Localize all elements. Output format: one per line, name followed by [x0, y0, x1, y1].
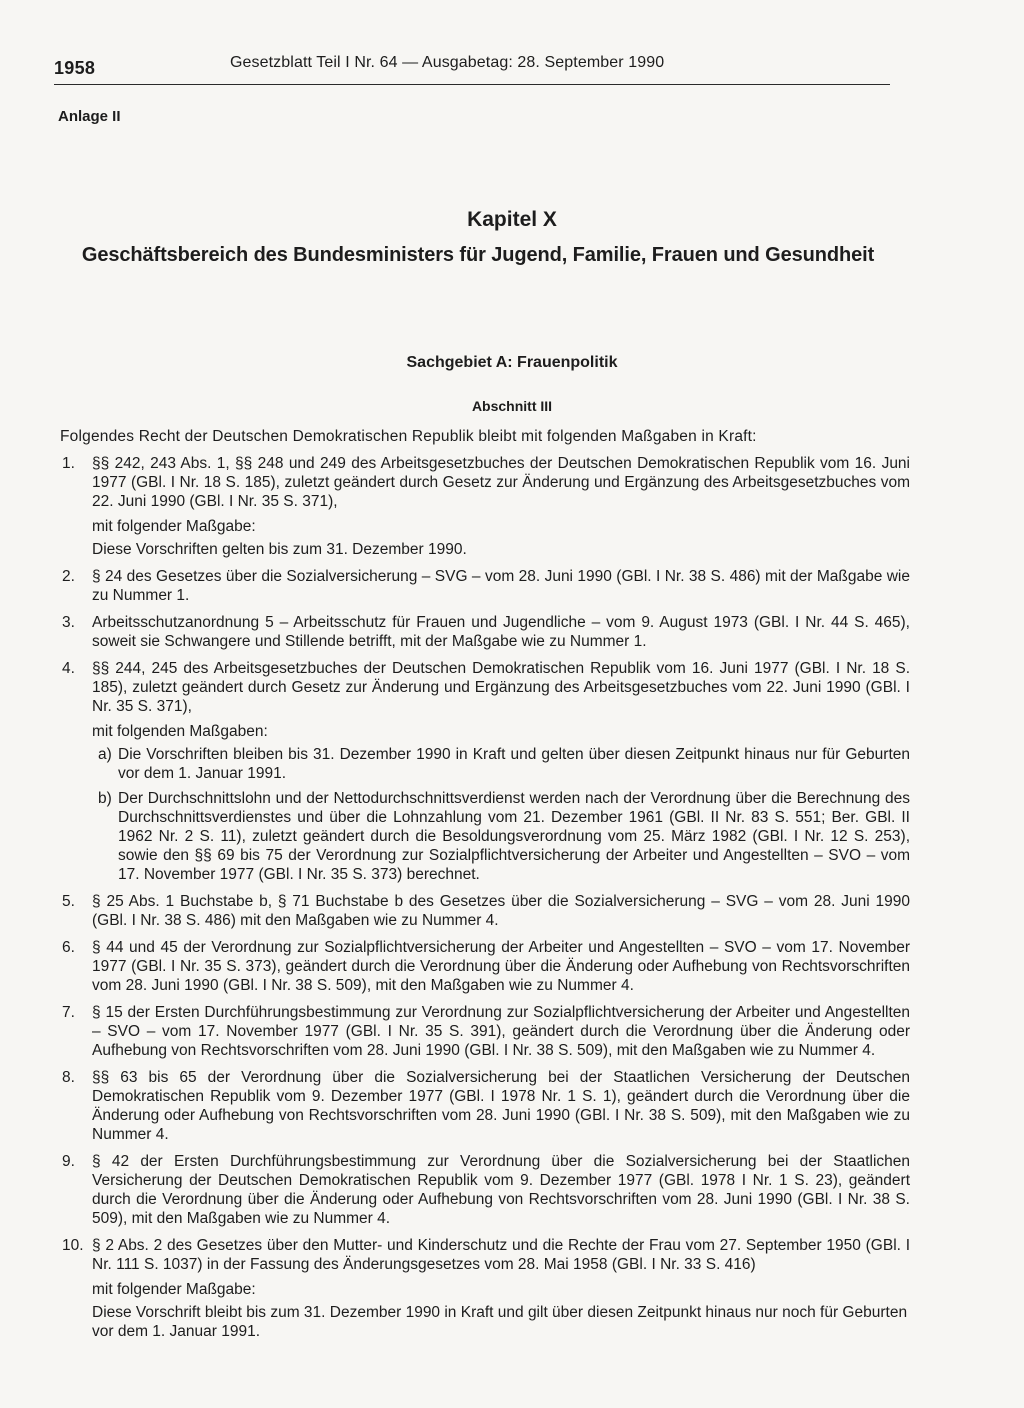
intro-paragraph: Folgendes Recht der Deutschen Demokratischen Republik bleibt mit folgenden Maßgaben in Kraft:	[60, 428, 757, 445]
list-item	[62, 892, 910, 930]
proviso-intro: mit folgender Maßgabe:	[92, 1281, 256, 1298]
running-head: Gesetzblatt Teil I Nr. 64 — Ausgabetag: 28. September 1990	[230, 54, 665, 71]
item-number: 9.	[62, 1153, 75, 1170]
chapter-title: Kapitel X	[467, 208, 557, 231]
list-item	[62, 1236, 910, 1341]
item-number: 7.	[62, 1004, 75, 1021]
proviso-text: Diese Vorschrift bleibt bis zum 31. Dezember 1990 in Kraft und gilt über diesen Zeitpunkt hinaus nur noch für Geburten vor dem 1. Januar 1991.	[92, 1304, 908, 1340]
item-number: 6.	[62, 939, 75, 956]
list-item	[62, 1152, 910, 1228]
item-number: 8.	[62, 1069, 75, 1086]
list-item	[62, 1003, 910, 1060]
item-text: Arbeitsschutzanordnung 5 – Arbeitsschutz für Frauen und Jugendliche – vom 9. August 1973 (GBl. I Nr. 44 S. 465), soweit sie Schwangere und Stillende betrifft, mit der Maßgabe wie zu Nummer 1.	[92, 614, 910, 650]
proviso-text: Diese Vorschriften gelten bis zum 31. Dezember 1990.	[92, 541, 467, 558]
item-number: 3.	[62, 614, 75, 631]
provisions-list	[62, 454, 910, 1349]
list-item	[62, 567, 910, 605]
list-item	[62, 1068, 910, 1144]
item-number: 10.	[62, 1237, 84, 1254]
item-text: §§ 63 bis 65 der Verordnung über die Sozialversicherung bei der Staatlichen Versicherung der Deutschen Demokratischen Republik vom 9. Dezember 1977 (GBl. I 1978 Nr. 1 S. 1), geändert durch die Verordnung über die Änderung oder Aufhebung von Rechtsvorschriften vom 28. Juni 1990 (GBl. I Nr. 38 S. 509), mit den Maßgaben wie zu Nummer 4.	[92, 1069, 910, 1143]
sub-item-letter: a)	[98, 746, 112, 763]
sub-item-letter: b)	[98, 790, 112, 807]
list-item	[62, 938, 910, 995]
item-text: § 15 der Ersten Durchführungsbestimmung zur Verordnung zur Sozialpflichtversicherung der Arbeiter und Angestellten – SVO – vom 17. November 1977 (GBl. I Nr. 35 S. 391), geändert durch die Verordnung über die Änderung oder Aufhebung von Rechtsvorschriften vom 28. Juni 1990 (GBl. I Nr. 38 S. 509), mit den Maßgaben wie zu Nummer 4.	[92, 1004, 910, 1059]
item-number: 1.	[62, 455, 75, 472]
item-text: § 24 des Gesetzes über die Sozialversicherung – SVG – vom 28. Juni 1990 (GBl. I Nr. 38 S. 486) mit der Maßgabe wie zu Nummer 1.	[92, 568, 910, 604]
proviso-intro: mit folgender Maßgabe:	[92, 518, 256, 535]
sub-item	[92, 789, 910, 884]
page-number: 1958	[54, 58, 96, 78]
ministry-title: Geschäftsbereich des Bundesministers für Jugend, Familie, Frauen und Gesundheit	[81, 244, 875, 266]
item-text: § 42 der Ersten Durchführungsbestimmung zur Verordnung über die Sozialversicherung bei der Staatlichen Versicherung der Deutschen Demokratischen Republik vom 9. Dezember 1977 (GBl. 1978 I Nr. 1 S. 23), geändert durch die Verordnung über die Änderung oder Aufhebung von Rechtsvorschriften vom 28. Juni 1990 (GBl. I Nr. 38 S. 509), mit den Maßgaben wie zu Nummer 4.	[92, 1153, 910, 1227]
proviso-intro: mit folgenden Maßgaben:	[92, 723, 268, 740]
item-text: § 44 und 45 der Verordnung zur Sozialpflichtversicherung der Arbeiter und Angestellten – SVO – vom 17. November 1977 (GBl. I Nr. 35 S. 373), geändert durch die Verordnung über die Änderung oder Aufhebung von Rechtsvorschriften vom 28. Juni 1990 (GBl. I Nr. 38 S. 509), mit den Maßgaben wie zu Nummer 4.	[92, 939, 910, 994]
annex-label: Anlage II	[58, 108, 121, 125]
item-text: §§ 244, 245 des Arbeitsgesetzbuches der Deutschen Demokratischen Republik vom 16. Juni 1977 (GBl. I Nr. 18 S. 185), zuletzt geändert durch Gesetz zur Änderung und Ergänzung des Arbeitsgesetzbuches vom 22. Juni 1990 (GBl. I Nr. 35 S. 371),	[92, 660, 910, 715]
item-number: 5.	[62, 893, 75, 910]
list-item	[62, 454, 910, 559]
subject-area-heading: Sachgebiet A: Frauenpolitik	[406, 354, 618, 371]
list-item	[62, 613, 910, 651]
section-heading: Abschnitt III	[471, 398, 553, 414]
item-number: 4.	[62, 660, 75, 677]
page-header	[54, 52, 890, 85]
list-item	[62, 659, 910, 884]
sub-item-text: Die Vorschriften bleiben bis 31. Dezember 1990 in Kraft und gelten über diesen Zeitpunkt hinaus nur für Geburten vor dem 1. Januar 1991.	[118, 746, 910, 782]
sub-item	[92, 745, 910, 783]
item-text: § 25 Abs. 1 Buchstabe b, § 71 Buchstabe b des Gesetzes über die Sozialversicherung – SVG – vom 28. Juni 1990 (GBl. I Nr. 38 S. 486) mit den Maßgaben wie zu Nummer 4.	[92, 893, 910, 929]
item-text: §§ 242, 243 Abs. 1, §§ 248 und 249 des Arbeitsgesetzbuches der Deutschen Demokratischen Republik vom 16. Juni 1977 (GBl. I Nr. 18 S. 185), zuletzt geändert durch Gesetz zur Änderung und Ergänzung des Arbeitsgesetzbuches vom 22. Juni 1990 (GBl. I Nr. 35 S. 371),	[92, 455, 910, 510]
item-number: 2.	[62, 568, 75, 585]
item-text: § 2 Abs. 2 des Gesetzes über den Mutter- und Kinderschutz und die Rechte der Frau vom 27. September 1950 (GBl. I Nr. 111 S. 1037) in der Fassung des Änderungsgesetzes vom 28. Mai 1958 (GBl. I Nr. 33 S. 416)	[92, 1237, 910, 1273]
sub-item-text: Der Durchschnittslohn und der Nettodurchschnittsverdienst werden nach der Verordnung über die Berechnung des Durchschnittsverdienstes und über die Lohnzahlung vom 21. Dezember 1961 (GBl. II Nr. 83 S. 551; Ber. GBl. II 1962 Nr. 2 S. 11), zuletzt geändert durch die Besoldungsverordnung vom 25. März 1982 (GBl. I Nr. 12 S. 253), sowie den §§ 69 bis 75 der Verordnung zur Sozialpflichtversicherung der Arbeiter und Angestellten – SVO – vom 17. November 1977 (GBl. I Nr. 35 S. 373) berechnet.	[118, 790, 910, 883]
